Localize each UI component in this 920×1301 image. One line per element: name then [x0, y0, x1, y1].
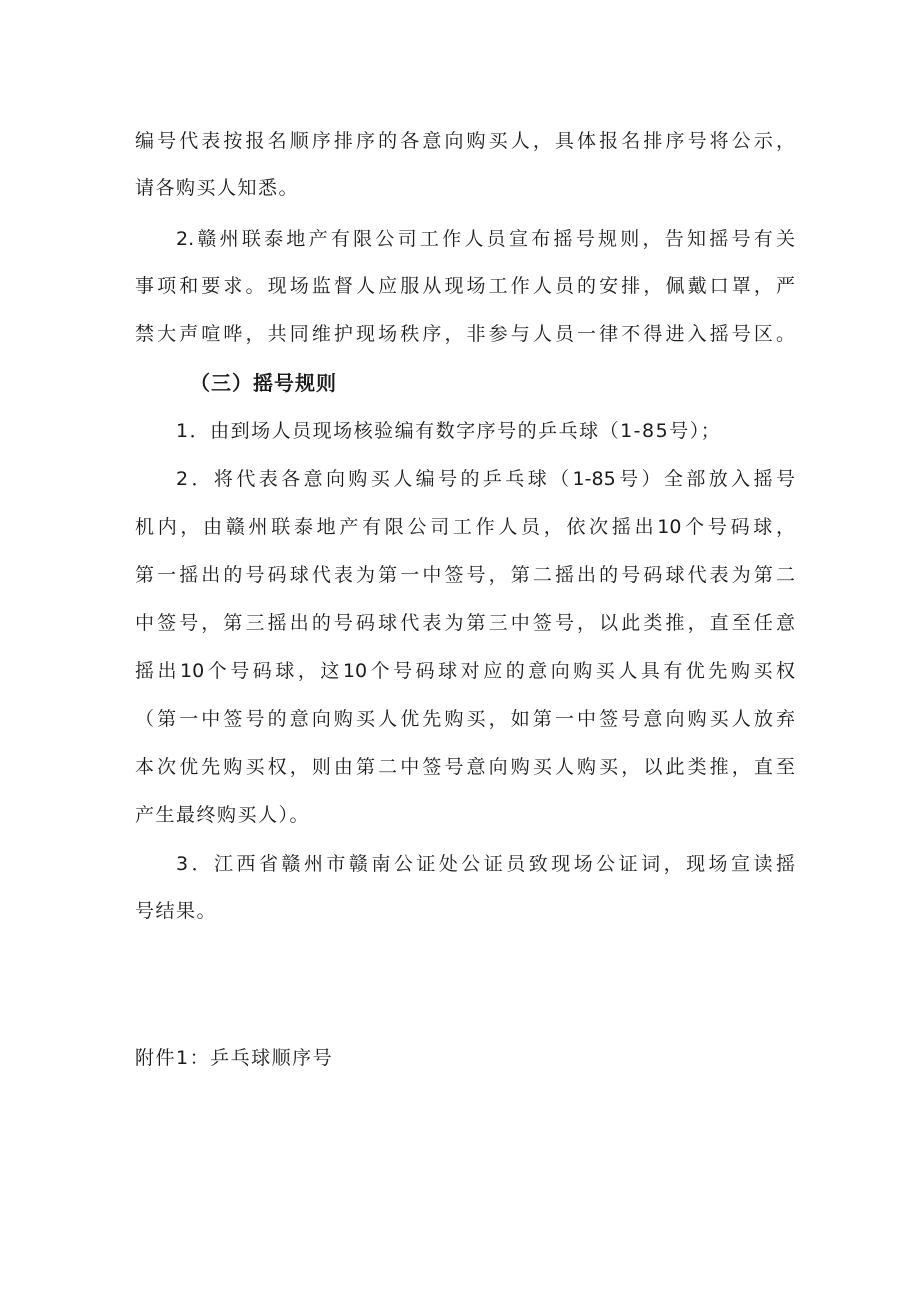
rule-line: 中签号，第三摇出的号码球代表为第三中签号，以此类推，直至任意: [135, 612, 795, 634]
rule-line: 产生最终购买人）。: [135, 804, 311, 826]
rule-line: （第一中签号的意向购买人优先购买，如第一中签号意向购买人放弃: [135, 708, 795, 730]
paragraph-line: 编号代表按报名顺序排序的各意向购买人，具体报名排序号将公示，: [135, 130, 795, 152]
attachment-label: 附件1：乒乓球顺序号: [135, 1047, 334, 1069]
rule-line: 本次优先购买权，则由第二中签号意向购买人购买，以此类推，直至: [135, 756, 795, 778]
rule-line: 摇出10个号码球，这10个号码球对应的意向购买人具有优先购买权: [135, 660, 795, 682]
rule-line: 2．将代表各意向购买人编号的乒乓球（1-85号）全部放入摇号: [176, 468, 795, 490]
rule-line: 机内，由赣州联泰地产有限公司工作人员，依次摇出10个号码球，: [135, 516, 795, 538]
paragraph-line: 禁大声喧哗，共同维护现场秩序，非参与人员一律不得进入摇号区。: [135, 323, 795, 345]
paragraph-line: 事项和要求。现场监督人应服从现场工作人员的安排，佩戴口罩，严: [135, 275, 795, 297]
paragraph-line: 2.赣州联泰地产有限公司工作人员宣布摇号规则，告知摇号有关: [176, 228, 795, 250]
rule-line: 3．江西省赣州市赣南公证处公证员致现场公证词，现场宣读摇: [176, 853, 795, 875]
rule-line: 号结果。: [135, 900, 218, 922]
section-heading: （三）摇号规则: [190, 371, 337, 395]
paragraph-line: 请各购买人知悉。: [135, 177, 300, 199]
rule-line: 1．由到场人员现场核验编有数字序号的乒乓球（1-85号）；: [176, 420, 722, 442]
rule-line: 第一摇出的号码球代表为第一中签号，第二摇出的号码球代表为第二: [135, 564, 795, 586]
